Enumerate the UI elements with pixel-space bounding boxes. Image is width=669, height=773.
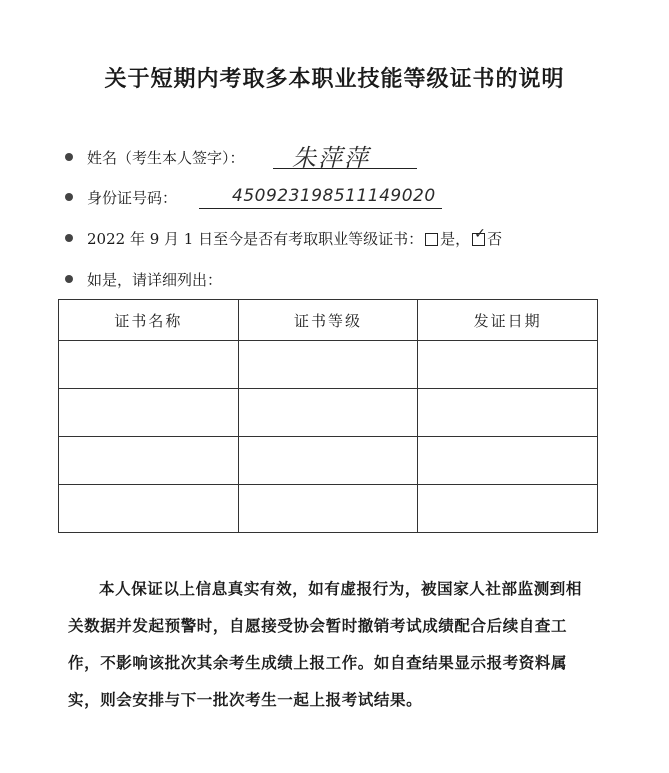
- name-signature: 朱萍萍: [292, 144, 370, 172]
- table-row: [59, 341, 598, 389]
- id-handwritten: 450923198511149020: [232, 186, 436, 206]
- table-cell[interactable]: [238, 437, 418, 485]
- table-cell[interactable]: [238, 389, 418, 437]
- question-row: [65, 229, 502, 249]
- document-title: 关于短期内考取多本职业技能等级证书的说明: [104, 67, 565, 92]
- bullet-icon: [65, 234, 73, 242]
- checkbox-no-checked[interactable]: [472, 233, 485, 246]
- table-cell[interactable]: [59, 389, 239, 437]
- checkbox-yes[interactable]: [425, 233, 438, 246]
- name-label: 姓名（考生本人签字）：: [87, 149, 245, 167]
- table-cell[interactable]: [418, 437, 598, 485]
- bullet-icon: [65, 275, 73, 283]
- detail-prompt: 如是，请详细列出：: [87, 271, 223, 289]
- certificate-table: [58, 299, 598, 533]
- id-underline: [199, 208, 442, 209]
- bullet-icon: [65, 193, 73, 201]
- option-yes-label: 是，: [440, 230, 471, 248]
- header-cert-name: 证书名称: [59, 300, 239, 341]
- id-row: [65, 188, 177, 208]
- header-cert-level: 证书等级: [238, 300, 418, 341]
- table-cell[interactable]: [418, 485, 598, 533]
- table-header-row: [59, 300, 598, 341]
- table-row: [59, 485, 598, 533]
- name-row: [65, 148, 245, 168]
- table-row: [59, 389, 598, 437]
- table-row: [59, 437, 598, 485]
- table-cell[interactable]: [59, 341, 239, 389]
- table-cell[interactable]: [238, 341, 418, 389]
- bullet-icon: [65, 153, 73, 161]
- table-cell[interactable]: [418, 341, 598, 389]
- option-no-label: 否: [487, 230, 503, 248]
- table-cell[interactable]: [59, 437, 239, 485]
- question-text: 2022 年 9 月 1 日至今是否有考取职业等级证书：: [87, 230, 424, 248]
- table-cell[interactable]: [238, 485, 418, 533]
- table-cell[interactable]: [59, 485, 239, 533]
- id-label: 身份证号码：: [87, 189, 178, 207]
- header-issue-date: 发证日期: [418, 300, 598, 341]
- statement-paragraph: 本人保证以上信息真实有效，如有虚报行为，被国家人社部监测到相关数据并发起预警时，自愿接受协会暂时撤销考试成绩配合后续自查工作，不影响该批次其余考生成绩上报工作。如自查结果显示报考资料属实，则会安排与下一批次考生一起上报考试结果。: [68, 579, 583, 709]
- table-cell[interactable]: [418, 389, 598, 437]
- detail-row: [65, 270, 222, 290]
